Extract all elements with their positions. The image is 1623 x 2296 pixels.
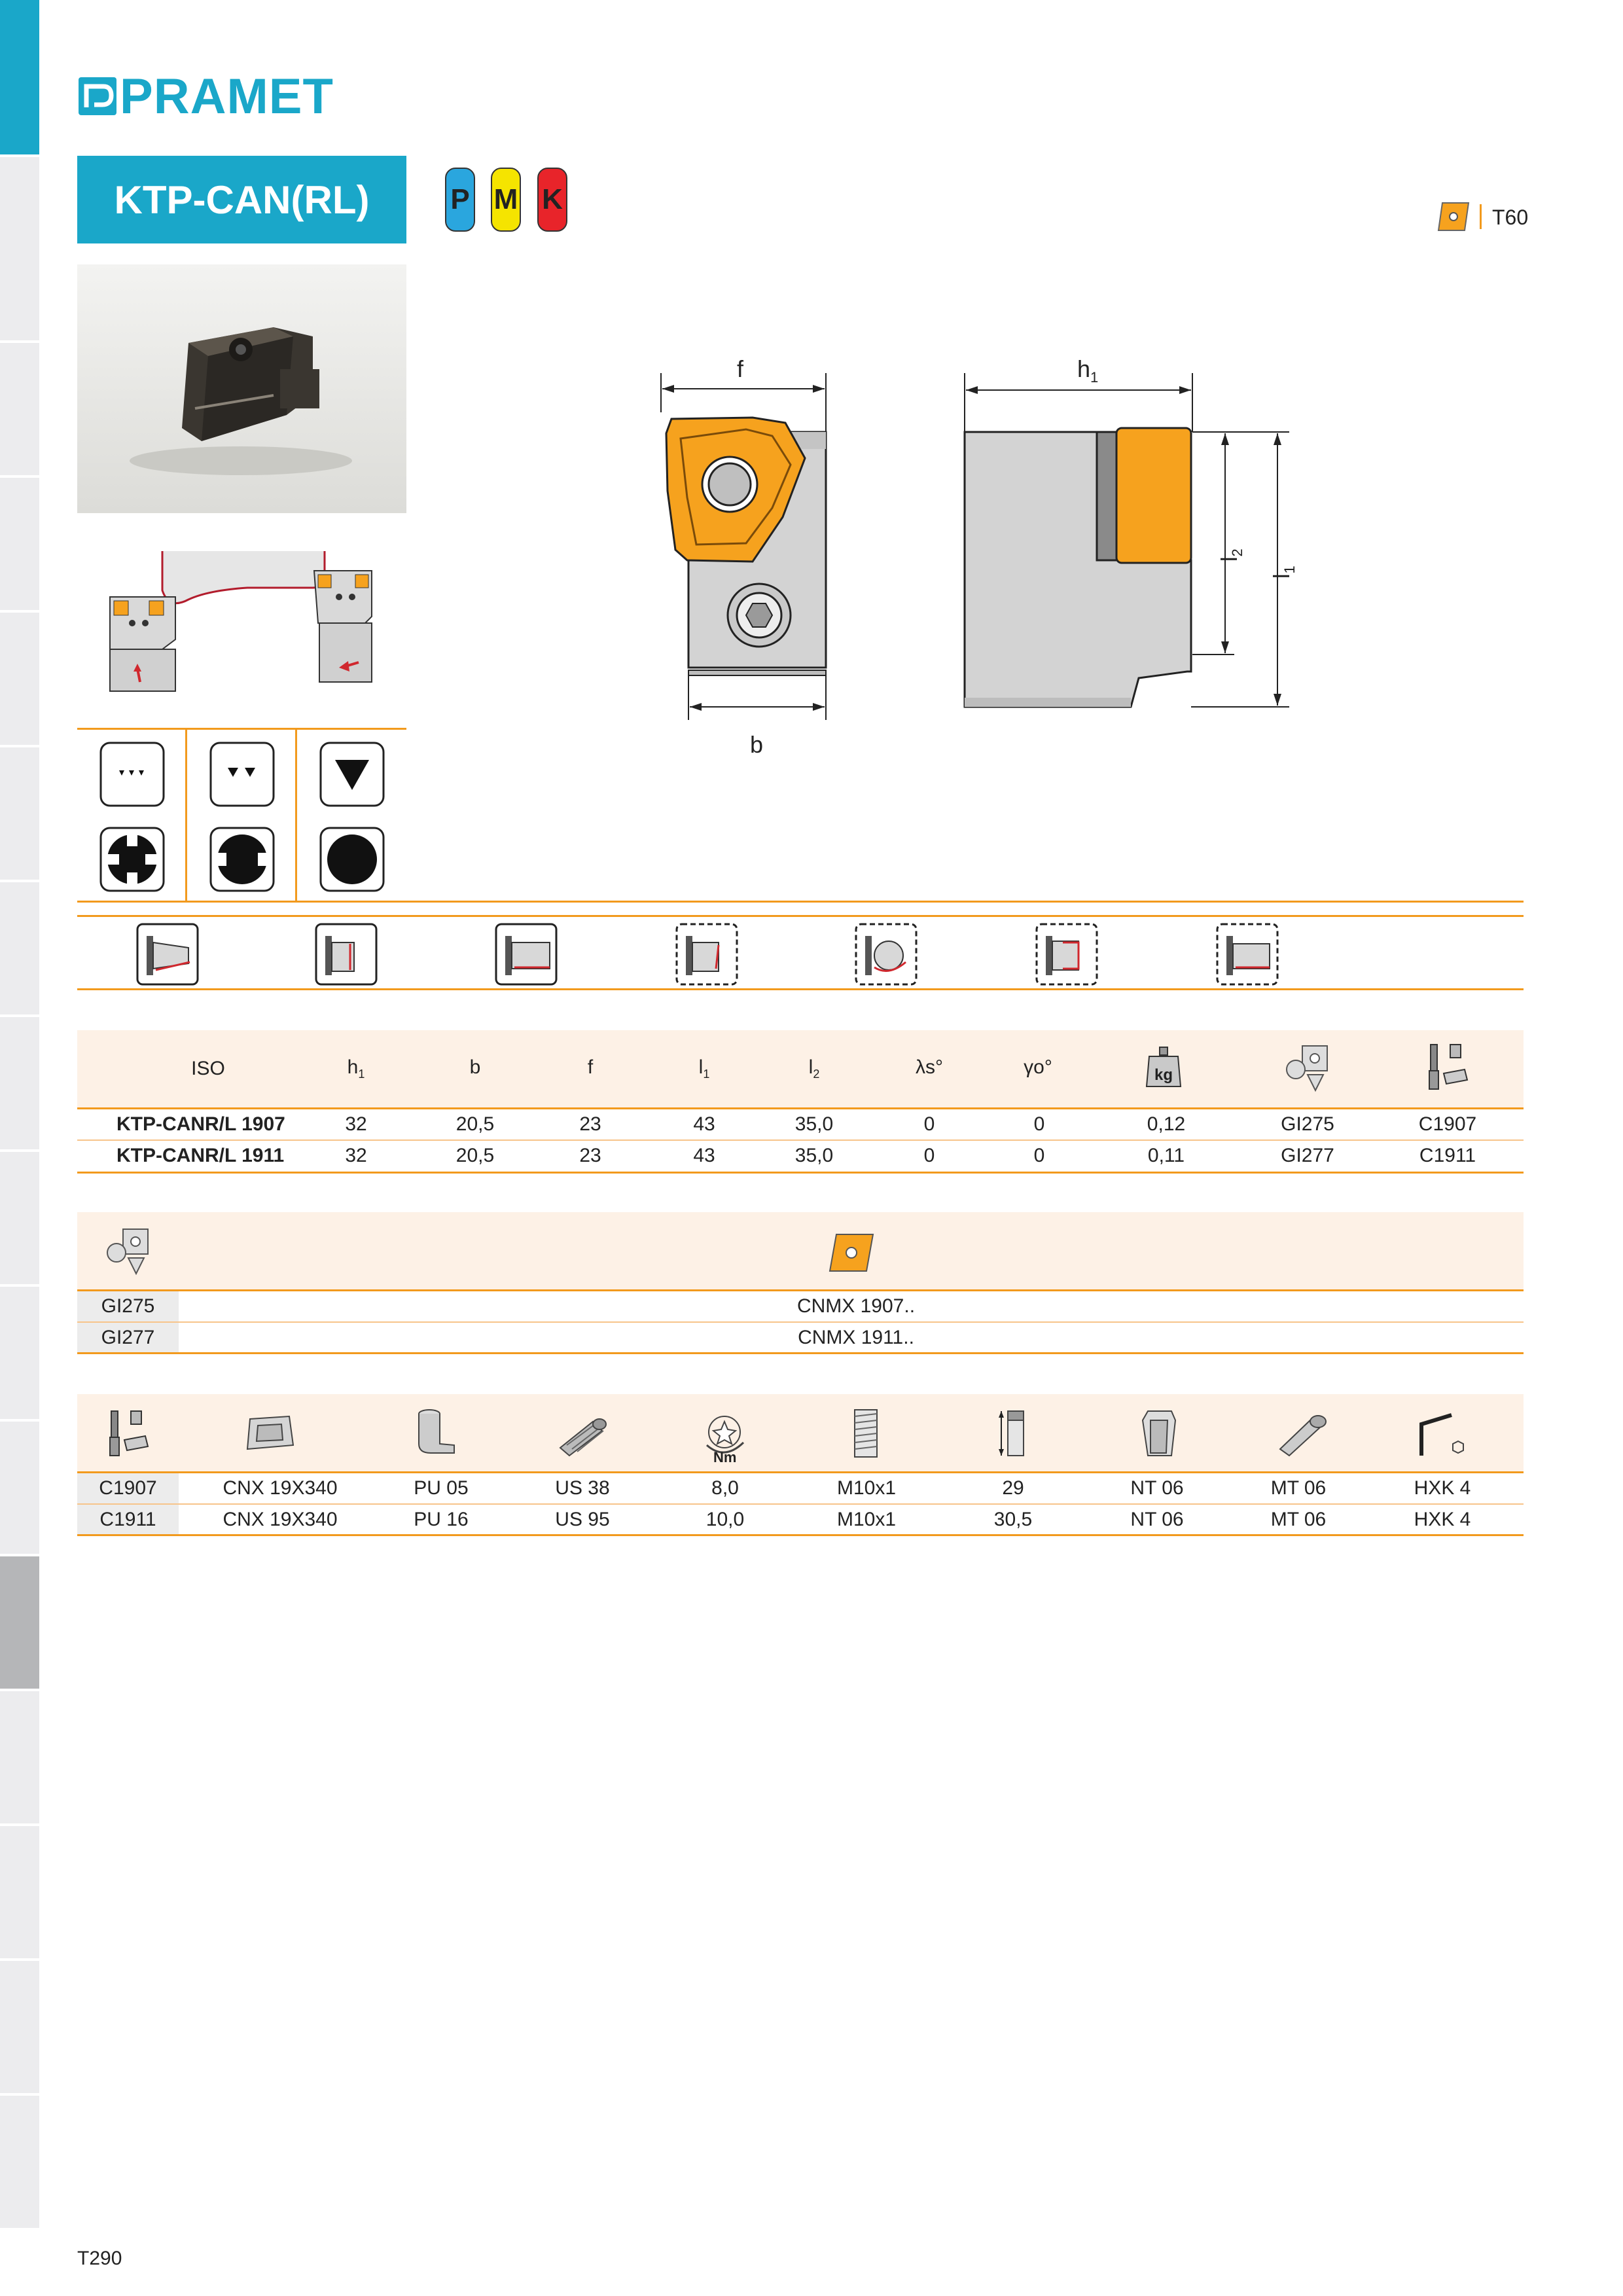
side-tab[interactable] [0,747,39,882]
table-row [77,1505,1524,1535]
side-tab-active-section [0,0,39,154]
nut-code: NT 06 [1130,1477,1184,1499]
pin-code: PU 16 [414,1509,469,1530]
internal-facing-icon [675,923,738,986]
weight-icon [1145,1046,1182,1089]
col-lambda: λs° [916,1056,943,1078]
side-tab[interactable] [0,613,39,747]
lambda-value: 0 [923,1113,935,1135]
operation-grid [77,730,406,903]
dim-b: b [750,731,764,758]
longitudinal-turning-icon [136,923,199,986]
length-icon [997,1406,1030,1461]
key-code: MT 06 [1270,1509,1327,1530]
application-illustration [77,545,406,695]
material-badge-p: P [445,168,475,232]
insert-holder-code: GI277 [101,1327,155,1348]
screw-code: US 38 [555,1477,610,1499]
material-badge-m: M [491,168,521,232]
clamp-value: C1907 [1418,1113,1477,1135]
medium-feed-icon [209,742,275,807]
table-row [77,1141,1524,1171]
insert-holder-value: GI277 [1281,1145,1334,1166]
side-tab[interactable] [0,1152,39,1287]
side-tab[interactable] [0,882,39,1017]
dim-h1: $h_1$ [1077,355,1099,386]
clamp-code: C1907 [99,1477,157,1499]
nut-code: NT 06 [1130,1509,1184,1530]
length-value: 29 [1002,1477,1024,1499]
main-table-header [77,1030,1524,1107]
iso-code: KTP-CANR/L 1911 [116,1145,285,1166]
col-iso: ISO [191,1058,225,1079]
thread-value: M10x1 [836,1509,897,1530]
insert-code: CNMX 1911.. [798,1327,914,1348]
torque-value: 10,0 [705,1509,745,1530]
side-tab[interactable] [0,2096,39,2231]
clamp-value: C1911 [1419,1145,1476,1166]
radius-turning-icon [855,923,918,986]
screw-code: US 95 [555,1509,610,1530]
page-number: T290 [77,2248,122,2269]
col-f: f [587,1056,594,1078]
torque-unit: Nm [713,1449,737,1465]
divider [77,915,1524,917]
side-tab[interactable] [0,1826,39,1961]
kg-label: kg [1154,1066,1173,1084]
nut-icon [1135,1407,1181,1460]
side-tab[interactable] [0,1422,39,1556]
table-row [77,1473,1524,1503]
side-tab[interactable] [0,343,39,478]
f-value: 23 [579,1113,601,1135]
insert-shape-icon [827,1232,876,1274]
hex-key-code: HXK 4 [1414,1509,1471,1530]
insert-code: T60 [1492,206,1529,229]
clamp-icon [1424,1041,1470,1093]
pin-icon [411,1407,463,1460]
interrupted-cut-icon [99,827,165,892]
dim-l1: $l_1$ [1270,565,1298,579]
grooving-icon [1035,923,1098,986]
side-tab[interactable] [0,1691,39,1826]
b-value: 20,5 [455,1113,495,1135]
h1-value: 32 [345,1113,367,1135]
parts-table-header [77,1394,1524,1471]
thread-icon [849,1407,882,1460]
insert-table-header [77,1212,1524,1289]
insert-code: CNMX 1907.. [796,1295,916,1317]
col-gamma: γo° [1024,1056,1052,1078]
insert-holder-code: GI275 [101,1295,155,1317]
back-turning-icon [1216,923,1279,986]
weight-value: 0,11 [1147,1145,1185,1166]
clamp-plate-code: CNX 19X340 [223,1477,338,1499]
profiling-icon [495,923,558,986]
insert-shape-icon [1436,200,1471,233]
torque-icon [695,1406,754,1465]
dim-l2: $l_2$ [1217,548,1245,562]
brand-logo-text: PRAMET [120,69,334,124]
clamp-icon [105,1407,151,1460]
product-photo [77,264,406,513]
l2-value: 35,0 [794,1113,834,1135]
divider [77,1352,1524,1354]
l2-value: 35,0 [794,1145,834,1166]
screw-icon [554,1411,613,1457]
col-b: b [469,1056,481,1078]
pin-code: PU 05 [414,1477,469,1499]
table-row [77,1109,1524,1139]
hex-key-code: HXK 4 [1414,1477,1471,1499]
pramet-logo-icon [77,76,118,117]
facing-icon [315,923,378,986]
light-feed-icon [99,742,165,807]
l1-value: 43 [693,1113,715,1135]
key-icon [1275,1410,1331,1457]
side-view [965,355,1298,707]
continuous-cut-icon [319,827,385,892]
weight-value: 0,12 [1147,1113,1186,1135]
dim-f: f [737,355,744,382]
front-view [661,355,826,758]
side-tab[interactable] [0,157,39,343]
b-value: 20,5 [455,1145,495,1166]
clamp-code: C1911 [99,1509,156,1530]
separator [1480,204,1482,229]
table-row [77,1291,1524,1321]
f-value: 23 [579,1145,601,1166]
col-h1: $h_1$ [347,1056,365,1081]
iso-code: KTP-CANR/L 1907 [116,1113,285,1135]
insert-holder-icon [1283,1043,1332,1093]
light-interrupted-cut-icon [209,827,275,892]
torque-value: 8,0 [711,1477,739,1499]
clamp-plate-code: CNX 19X340 [223,1509,338,1530]
divider [77,901,1524,903]
side-tab[interactable] [0,478,39,613]
gamma-value: 0 [1033,1113,1045,1135]
clamp-plate-icon [243,1414,296,1453]
side-tab[interactable] [0,1287,39,1422]
divider [77,1534,1524,1536]
lambda-value: 0 [923,1145,935,1166]
length-value: 30,5 [993,1509,1033,1530]
side-tab-current[interactable] [0,1556,39,1691]
divider [77,1172,1524,1174]
gamma-value: 0 [1033,1145,1045,1166]
material-badge-k: K [537,168,567,232]
insert-holder-icon [103,1227,153,1276]
h1-value: 32 [345,1145,367,1166]
col-l1: $l_1$ [698,1056,710,1081]
heavy-feed-icon [319,742,385,807]
insert-holder-value: GI275 [1281,1113,1334,1135]
table-row [77,1323,1524,1353]
key-code: MT 06 [1270,1477,1327,1499]
col-l2: $l_2$ [808,1056,820,1081]
side-tab[interactable] [0,1961,39,2096]
technical-drawing [648,353,1335,779]
hex-key-icon [1412,1410,1469,1460]
divider [77,988,1524,990]
l1-value: 43 [693,1145,715,1166]
side-tab[interactable] [0,1017,39,1152]
page-title: KTP-CAN(RL) [77,156,406,243]
thread-value: M10x1 [836,1477,897,1499]
